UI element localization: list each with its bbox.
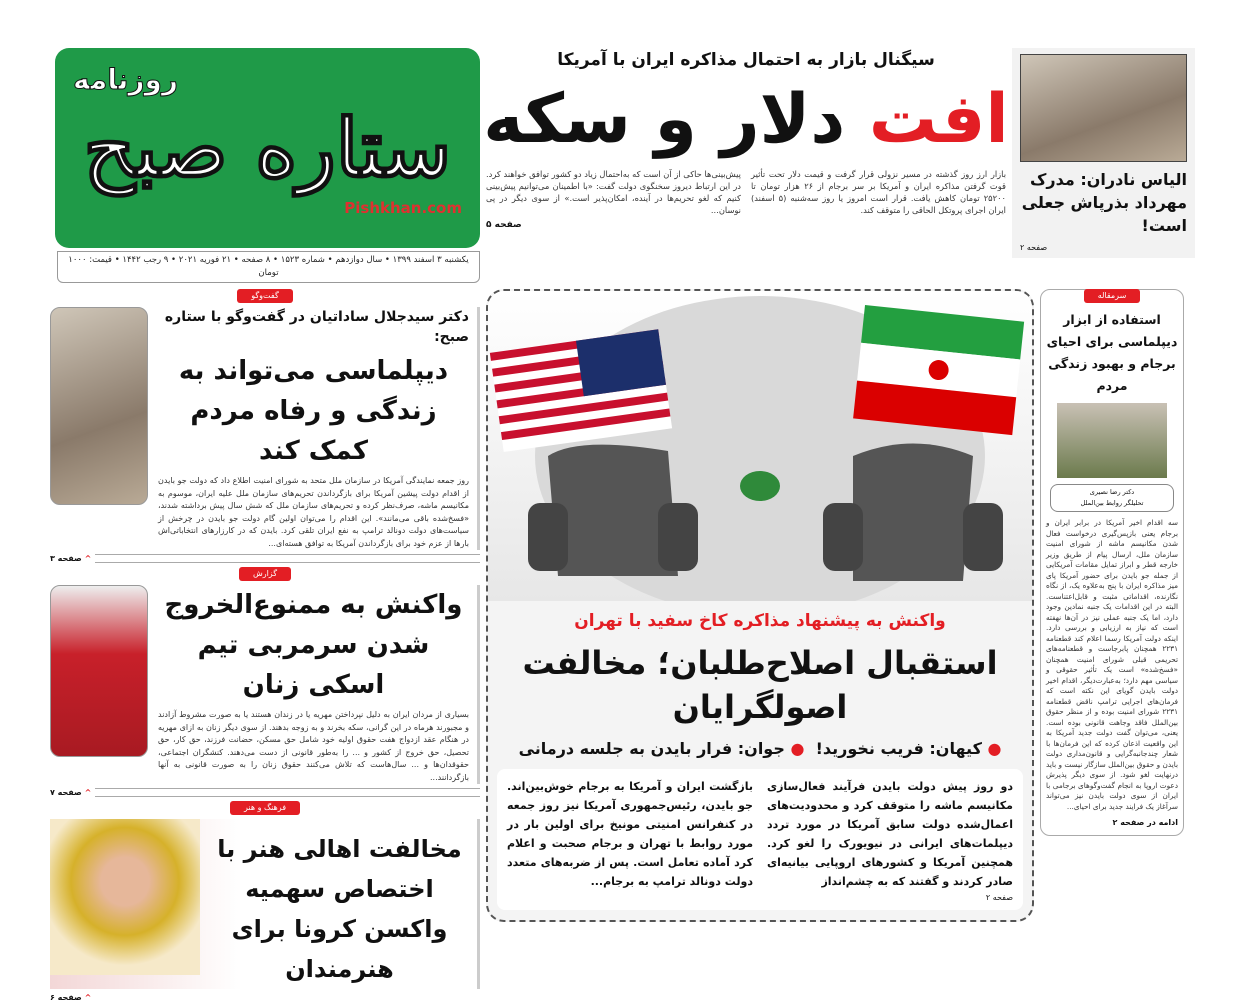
bullet-icon: ● — [790, 739, 805, 758]
story-body — [210, 819, 469, 989]
top-story-lead-right: بازار ارز روز گذشته در مسیر نزولی قرار گرفت و قیمت دلار تحت تأثیر قوت گرفتن مذاکره ایران و آمریکا بر سر برجام از ۲۶ هزار تومان تا ۲۵۲۰۰ تومان کاهش یافت. قرار است امروز یا روز سه‌شنبه (۵ اسفند) ایران اجرای پروتکل الحاقی را متوقف کند. — [751, 169, 1007, 215]
bullet-icon: ● — [987, 739, 1002, 758]
editorial-headline: استفاده از ابزار دیپلماسی برای احیای برجام و بهبود زندگی مردم — [1046, 312, 1178, 393]
artist-photo — [50, 819, 200, 975]
body-columns — [507, 777, 1013, 891]
flags-and-chairs-illustration — [488, 291, 1032, 601]
divider-line — [95, 788, 480, 797]
author-title: تحلیلگر روابط بین‌الملل — [1080, 499, 1144, 507]
section-row — [50, 289, 480, 303]
top-row — [50, 48, 1195, 283]
editorial-column[interactable] — [1040, 289, 1184, 836]
author-caption — [1050, 484, 1174, 512]
page-ref-label: صفحه ۶ — [50, 993, 82, 1002]
headline-red-part: افت — [868, 80, 1009, 159]
story-subhead: دکتر سیدجلال ساداتیان در گفت‌وگو با ستاره صبح: — [164, 309, 469, 345]
masthead-column — [50, 48, 480, 283]
section-row — [50, 567, 480, 581]
page-ref-label: صفحه ۳ — [50, 554, 82, 563]
top-story — [483, 48, 1009, 230]
hero-image — [488, 291, 1032, 601]
iran-flag-icon — [853, 305, 1024, 435]
skier-photo — [50, 585, 148, 757]
body-column-left: بازگشت ایران و آمریکا به برجام خوش‌بین‌اند. جو بایدن، رئیس‌جمهوری آمریکا نیز روز جمعه در کنفرانس امنیتی مونیخ برای اولین بار در مورد روابط با تهران و برجام صحبت و اعلام کرد آماده تعامل است. پس از ضربه‌های متعدد دولت دونالد ترامپ به برجام... — [507, 780, 753, 888]
story-headline: واکنش به ممنوع‌الخروج شدن سرمربی تیم اسکی زنان — [164, 590, 463, 700]
section-row — [1084, 289, 1141, 303]
masthead-logo — [55, 48, 480, 248]
top-story-lead-left: پیش‌بینی‌ها حاکی از آن است که به‌احتمال زیاد دو کشور توافق خواهند کرد. در این ارتباط دیروز سخنگوی دولت گفت: «با اطمینان می‌توانیم پیش‌بینی کنیم که لغو تحریم‌ها در آینده، امکان‌پذیر است.» از سوی دیگر در پی نوسان... — [486, 169, 741, 215]
body-column-right: دو روز پیش دولت بایدن فرآیند فعال‌سازی مکانیسم ماشه را متوقف کرد و محدودیت‌های اعمال‌شده دولت سابق آمریکا در مورد تردد دیپلمات‌های ایرانی در نیویورک را لغو کرد. همچنین آمریکا و کشورهای اروپایی بیانیه‌ای صادر کردند و گفتند که به چشم‌انداز — [767, 780, 1013, 888]
left-column — [50, 289, 480, 1002]
dateline: یکشنبه ۳ اسفند ۱۳۹۹ • سال دوازدهم • شماره ۱۵۲۳ • ۸ صفحه • ۲۱ فوریه ۲۰۲۱ • ۹ رجب ۱۴۴۲ • قیمت: ۱۰۰۰ تومان — [57, 251, 480, 283]
interviewee-photo — [50, 307, 148, 505]
page-ref-label: صفحه ۷ — [50, 788, 82, 797]
front-page — [50, 48, 1195, 1002]
center-story-kicker: واکنش به پیشنهاد مذاکره کاخ سفید با تهران — [574, 611, 946, 631]
top-right-page-ref: صفحه ۲ — [1020, 243, 1048, 252]
left-story-report[interactable] — [50, 585, 480, 784]
center-story[interactable] — [486, 289, 1034, 922]
top-story-page-ref[interactable]: صفحه ۵ — [486, 220, 522, 230]
center-story-body — [497, 769, 1023, 910]
author-photo — [1057, 403, 1167, 478]
center-story-headline: استقبال اصلاح‌طلبان؛ مخالفت اصولگرایان — [522, 644, 998, 726]
center-story-bullets — [519, 737, 1002, 761]
top-right-headline: الیاس نادران: مدرک مهرداد بذرپاش جعلی است! — [1021, 170, 1187, 235]
page-ref[interactable]: ^ صفحه ۳ — [50, 554, 92, 563]
headline-black-part: دلار و سکه — [483, 80, 846, 159]
masthead-label: روزنامه — [73, 63, 178, 96]
divider — [50, 993, 480, 1002]
divider — [50, 788, 480, 797]
section-label: گزارش — [239, 567, 291, 581]
story-text: بسیاری از مردان ایران به دلیل نپرداختن مهریه یا در زندان هستند یا به صورت مشروط آزادند و مجبورند هرماه در این گرانی، سکه بخرند و به زوجه بدهند. از سوی دیگر زنان به ازای مهریه در هنگام عقد ازدواج هفت حقوق اولیه خود شامل حق مسکن، حضانت فرزند، حق کار، حق تحصیل، حق خروج از کشور و ... را به‌طور قانونی از دست می‌دهند. کنشگران اجتماعی، حقوقدان‌ها و ... سال‌هاست که تلاش می‌کنند حقوق زنان را به صورت قانونی به آنها بازگردانند... — [158, 710, 469, 782]
bullet-javan: جوان: فرار بایدن به جلسه درمانی — [518, 739, 785, 758]
top-story-leads — [486, 168, 1006, 216]
left-story-culture[interactable] — [50, 819, 480, 989]
section-row — [50, 801, 480, 815]
section-label: گفت‌وگو — [237, 289, 293, 303]
left-story-interview[interactable] — [50, 307, 480, 550]
editorial-text: سه اقدام اخیر آمریکا در برابر ایران و برجام یعنی بازپس‌گیری درخواست فعال شدن مکانیسم ماشه از شورای امنیت سازمان ملل، ارسال پیام از طریق وزیر خارجه قطر و ابراز تمایل مقامات آمریکایی از جمله جو بایدن برای حضور آمریکا پای میز مذاکره ایران با پنج به‌علاوه یک، از نگاه نگارنده، اقداماتی مثبت و قابل‌اعتناست. البته در این اقدامات یک جنبه نمادین وجود دارد، اما یک جنبه عملی نیز در آن‌ها نهفته است که نیاز به ارزیابی و بررسی دارد. اینکه دولت آمریکا رسما اعلام کند قطعنامه ۲۲۳۱ همچنان پابرجاست و قطعنامه‌های تحریمی قبلی شورای امنیت همچنان «فسخ‌شده» است یک تأثیر حقوقی و سیاسی مهم دارد؛ به‌عبارت‌دیگر، اقدام اخیر دولت بایدن گویای این نکته است که فرمان‌های اجرایی ترامپ ناقض قطعنامه ۲۲۳۱ شورای امنیت بوده و از منظر حقوق بین‌الملل فاقد وجاهت قانونی بوده است. یعنی، می‌توان گفت دولت جدید آمریکا به این واقعیت اذعان کرده که این فرمان‌ها با شعار چندجانبه‌گرایی و قانون‌مداری دولت بایدن و حقوق بین‌الملل سازگار نیست و باید درنهایت لغو شود. از سوی دیگر پذیرش دعوت اروپا به انجام گفت‌وگوهای برجامی با ایران از سوی دولت بایدن نیز می‌تواند سرآغاز یک فرایند جدید برای احیای... — [1046, 518, 1178, 811]
portrait-photo — [1020, 54, 1187, 162]
bottom-row — [50, 289, 1195, 1002]
page-ref[interactable]: ^ صفحه ۶ — [50, 993, 92, 1002]
story-text: روز جمعه نمایندگی آمریکا در سازمان ملل متحد به شورای امنیت اطلاع داد که دولت جو بایدن از اقدام دولت پیشین آمریکا برای بازگرداندن تحریم‌های سازمان ملل علیه ایران، موسوم به مکانیسم ماشه، صرف‌نظر کرده و تحریم‌های سازمان ملل که شش سال پیش برداشته شدند، «فسخ‌شده باقی می‌مانند». این اقدام را می‌توان اولین گام دولت جو بایدن در چرخش از سیاست‌های دولت دونالد ترامپ به نفع ایران تلقی کرد. بایدن که در کارزارهای انتخاباتی‌اش بارها از عزم خود برای بازگرداندن آمریکا به توافق هسته‌ای... — [158, 476, 469, 548]
continued-link[interactable]: ادامه در صفحه ۲ — [1112, 818, 1178, 827]
story-body — [158, 307, 469, 550]
iran-map-shape — [740, 471, 780, 501]
watermark: Pishkhan.com — [344, 199, 462, 217]
top-story-headline — [483, 76, 1008, 164]
top-story-kicker: سیگنال بازار به احتمال مذاکره ایران با آمریکا — [557, 50, 935, 70]
author-name: دکتر رضا نصیری — [1089, 488, 1135, 496]
center-story-page-ref[interactable]: صفحه ۲ — [985, 893, 1013, 902]
section-label: سرمقاله — [1084, 289, 1141, 303]
divider — [50, 554, 480, 563]
section-label: فرهنگ و هنر — [230, 801, 300, 815]
page-ref[interactable]: ^ صفحه ۷ — [50, 788, 92, 797]
masthead-name: ستاره صبح — [83, 101, 452, 195]
story-headline: دیپلماسی می‌تواند به زندگی و رفاه مردم کمک کند — [178, 356, 449, 466]
story-body — [158, 585, 469, 784]
divider-line — [95, 554, 480, 563]
bullet-kayhan: کیهان: فریب نخورید! — [815, 739, 982, 758]
top-right-story[interactable] — [1012, 48, 1195, 258]
story-headline: مخالفت اهالی هنر با اختصاص سهمیه واکسن کرونا برای هنرمندان — [217, 835, 462, 983]
